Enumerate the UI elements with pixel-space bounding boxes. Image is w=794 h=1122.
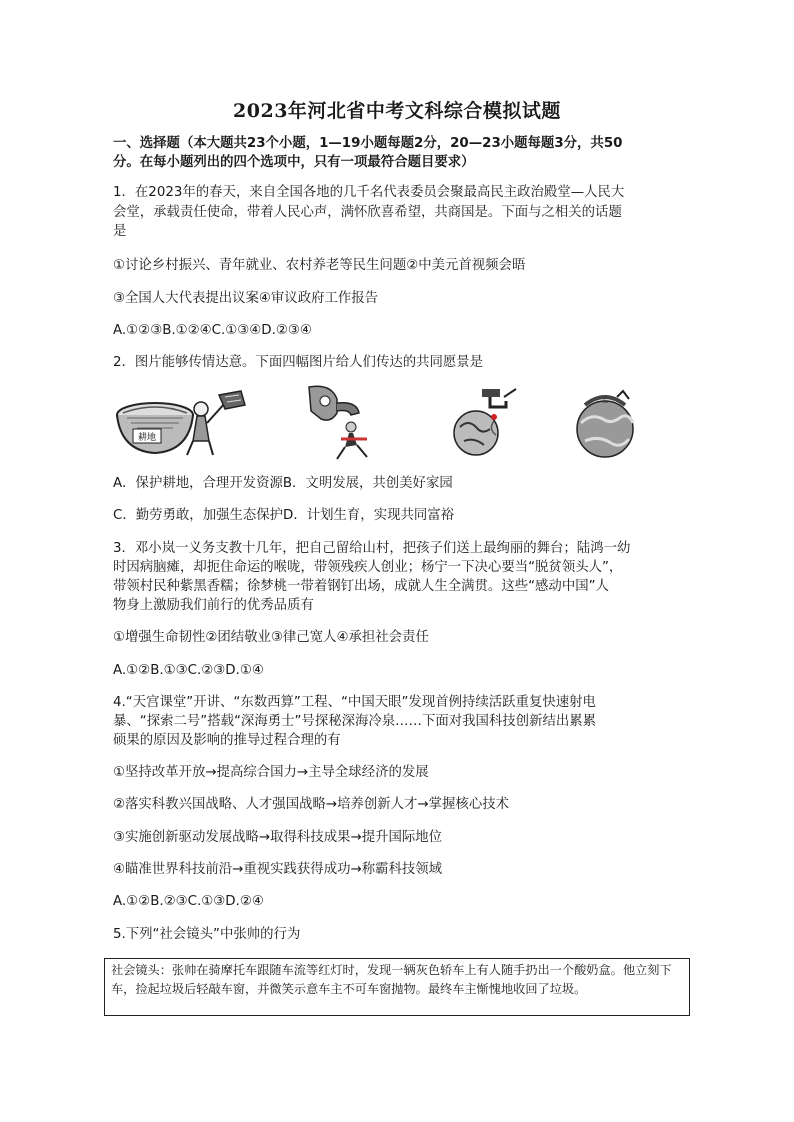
water-saving-picture <box>301 383 391 463</box>
q2-stem: 2．图片能够传情达意。下面四幅图片给人们传达的共同愿景是 <box>113 355 484 370</box>
q1-option-line1: ①讨论乡村振兴、青年就业、农村养老等民生问题②中美元首视频会晤 <box>113 258 526 273</box>
q5-stem: 5.下列“社会镜头”中张帅的行为 <box>113 927 301 942</box>
section-heading-line1: 一、选择题（本大题共23个小题，1—19小题每题2分，20—23小题每题3分，共50 <box>113 136 623 151</box>
q4-option-4: ④瞄准世界科技前沿→重视实践获得成功→称霸科技领域 <box>113 862 443 877</box>
q3-stem-line2: 时因病脑瘫，却扼住命运的喉咙，带领残疾人创业；杨宁一下决心要当“脱贫领头人”， <box>113 560 623 575</box>
q4-stem-line3: 硕果的原因及影响的推导过程合理的有 <box>113 733 341 748</box>
q4-option-2: ②落实科教兴国战略、人才强国战略→培养创新人才→掌握核心技术 <box>113 797 509 812</box>
q4-stem-line1: 4.“天宫课堂”开讲、“东数西算”工程、“中国天眼”发现首例持续活跃重复快速射电 <box>113 695 596 710</box>
q4-option-3: ③实施创新驱动发展战略→取得科技成果→提升国际地位 <box>113 830 443 845</box>
q1-option-line2: ③全国人大代表提出议案④审议政府工作报告 <box>113 291 379 306</box>
q4-answers: A.①②B.②③C.①③D.②④ <box>113 894 264 909</box>
q2-options-ab: A．保护耕地，合理开发资源B．文明发展，共创美好家园 <box>113 476 453 491</box>
q4-option-1: ①坚持改革开放→提高综合国力→主导全球经济的发展 <box>113 765 429 780</box>
q3-stem-line3: 带领村民种紫黑香糯；徐梦桃一带着钢钉出场，成就人生全满贯。这些“感动中国”人 <box>113 579 609 594</box>
q1-answers: A.①②③B.①②④C.①③④D.②③④ <box>113 323 312 338</box>
q1-stem-line2: 会堂，承载责任使命，带着人民心声，满怀欣喜希望，共商国是。下面与之相关的话题 <box>113 205 622 220</box>
q4-stem-line2: 暴、“探索二号”搭载“深海勇士”号探秘深海冷泉……下面对我国科技创新结出累累 <box>113 714 597 729</box>
page-title: 2023年河北省中考文科综合模拟试题 <box>233 100 561 122</box>
q3-stem-line4: 物身上激励我们前行的优秀品质有 <box>113 598 314 613</box>
farmland-label: 耕地 <box>137 433 157 443</box>
q3-options: ①增强生命韧性②团结敬业③律己宽人④承担社会责任 <box>113 630 429 645</box>
q1-stem-line3: 是 <box>113 224 127 239</box>
farmland-bowl-picture <box>113 383 253 463</box>
earth-picture <box>565 383 645 463</box>
q2-options-cd: C．勤劳勇敢，加强生态保护D．计划生育，实现共同富裕 <box>113 508 455 523</box>
social-scene-text: 社会镜头：张帅在骑摩托车跟随车流等红灯时，发现一辆灰色轿车上有人随手扔出一个酸奶盒。他立刻下车，捡起垃圾后轻敲车窗，并微笑示意车主不可车窗抛物。最终车主惭愧地收回了垃圾。 <box>111 963 672 996</box>
q3-answers: A.①②B.①③C.②③D.①④ <box>113 663 264 678</box>
globe-faucet-picture <box>446 383 526 463</box>
social-scene-box <box>104 958 690 1016</box>
q1-stem-line1: 1．在2023年的春天，来自全国各地的几千名代表委员会聚最高民主政治殿堂—人民大 <box>113 185 625 200</box>
q3-stem-line1: 3．邓小岚一义务支教十几年，把自己留给山村，把孩子们送上最绚丽的舞台；陆鸿一幼 <box>113 541 631 556</box>
svg-text:♨: ♨ <box>600 396 610 406</box>
section-heading-line2: 分。在每小题列出的四个选项中，只有一项最符合题目要求） <box>113 155 475 170</box>
q2-picture-row <box>113 383 673 463</box>
